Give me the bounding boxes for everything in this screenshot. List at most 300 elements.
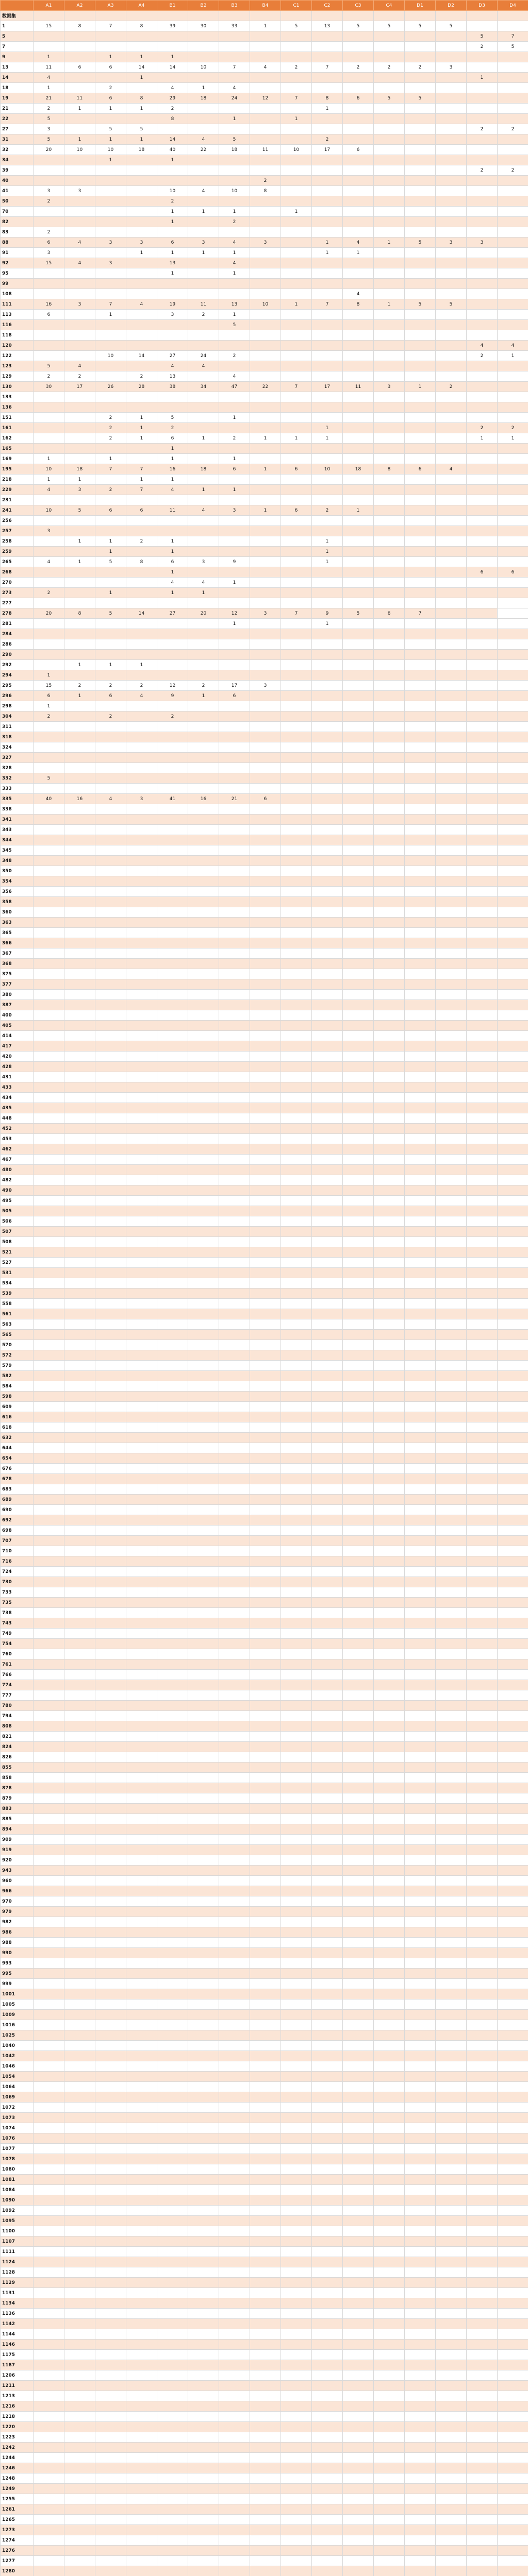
table-cell [312, 2185, 343, 2195]
table-cell [188, 1804, 219, 1814]
table-cell: 6 [95, 62, 126, 73]
table-cell [34, 176, 64, 186]
table-cell [34, 1443, 64, 1453]
row-label: 1076 [1, 2133, 34, 2144]
table-cell [281, 1505, 312, 1515]
table-row [1, 1999, 528, 2010]
table-cell [250, 670, 281, 681]
table-cell [281, 444, 312, 454]
table-cell [126, 1155, 157, 1165]
table-row [1, 1175, 528, 1185]
table-cell [498, 650, 528, 660]
table-cell [467, 196, 498, 207]
table-cell [467, 1361, 498, 1371]
table-cell [498, 1567, 528, 1577]
table-cell [126, 1773, 157, 1783]
table-cell [498, 2309, 528, 2319]
table-cell: 2 [157, 423, 188, 433]
table-cell: 5 [34, 114, 64, 124]
table-cell [250, 2309, 281, 2319]
table-row [1, 433, 528, 444]
table-cell [374, 1082, 405, 1093]
table-cell [312, 2072, 343, 2082]
table-cell [250, 629, 281, 639]
table-cell [95, 1021, 126, 1031]
table-cell [34, 578, 64, 588]
row-label: 1134 [1, 2298, 34, 2309]
table-cell [250, 1309, 281, 1319]
table-cell [34, 1711, 64, 1721]
table-cell [64, 1227, 95, 1237]
table-cell [436, 2123, 467, 2133]
table-cell [188, 918, 219, 928]
table-cell [467, 52, 498, 62]
table-cell [126, 979, 157, 990]
table-cell [219, 990, 250, 1000]
table-cell [405, 1309, 436, 1319]
table-cell [250, 2072, 281, 2082]
table-cell [157, 2525, 188, 2535]
row-label: 531 [1, 1268, 34, 1278]
table-row [1, 876, 528, 887]
table-cell: 5 [467, 31, 498, 42]
table-cell [64, 1773, 95, 1783]
table-cell [34, 1093, 64, 1103]
table-cell [467, 1216, 498, 1227]
table-cell: 1 [312, 248, 343, 258]
table-cell [126, 1464, 157, 1474]
table-cell [219, 2391, 250, 2401]
table-cell [95, 1804, 126, 1814]
table-cell: 13 [157, 371, 188, 382]
row-label: 32 [1, 145, 34, 155]
table-cell [467, 1979, 498, 1989]
table-cell [34, 2164, 64, 2175]
table-cell [250, 1618, 281, 1629]
table-cell [95, 1155, 126, 1165]
table-cell [219, 2072, 250, 2082]
table-row [1, 1855, 528, 1866]
table-cell [34, 2546, 64, 2556]
table-cell [374, 1031, 405, 1041]
table-cell [405, 1319, 436, 1330]
table-cell [281, 948, 312, 959]
table-cell [467, 742, 498, 753]
table-cell [34, 742, 64, 753]
table-cell [157, 176, 188, 186]
table-cell [34, 948, 64, 959]
table-cell [467, 1258, 498, 1268]
table-cell [64, 979, 95, 990]
table-cell [219, 1958, 250, 1969]
table-cell: 2 [436, 382, 467, 392]
table-cell [281, 2072, 312, 2082]
table-cell [312, 1258, 343, 1268]
table-cell: 1 [157, 536, 188, 547]
table-row [1, 691, 528, 701]
table-cell [312, 1474, 343, 1484]
table-row [1, 1093, 528, 1103]
table-cell [250, 948, 281, 959]
table-cell [219, 2123, 250, 2133]
table-cell [467, 1402, 498, 1412]
table-cell [126, 1752, 157, 1762]
table-cell [343, 196, 374, 207]
table-cell [219, 2350, 250, 2360]
table-cell [34, 2370, 64, 2381]
table-cell [34, 784, 64, 794]
table-row [1, 907, 528, 918]
table-cell: 5 [95, 557, 126, 567]
table-cell [157, 2422, 188, 2432]
table-cell [64, 526, 95, 536]
table-cell [374, 938, 405, 948]
table-cell [343, 1773, 374, 1783]
table-cell [343, 691, 374, 701]
table-cell [64, 1474, 95, 1484]
table-cell: 3 [188, 557, 219, 567]
table-cell: 3 [188, 238, 219, 248]
table-cell [34, 1927, 64, 1938]
table-cell [219, 155, 250, 165]
table-cell: 3 [374, 382, 405, 392]
table-cell [188, 1031, 219, 1041]
table-cell [219, 1969, 250, 1979]
table-cell [436, 639, 467, 650]
table-row [1, 279, 528, 289]
table-row [1, 2319, 528, 2329]
row-label: 733 [1, 1587, 34, 1598]
table-cell [64, 1247, 95, 1258]
table-cell [467, 93, 498, 104]
table-cell [374, 485, 405, 495]
table-cell [188, 1340, 219, 1350]
table-row [1, 711, 528, 722]
table-cell [498, 196, 528, 207]
table-cell [436, 371, 467, 382]
table-cell [188, 1433, 219, 1443]
table-cell [498, 2226, 528, 2236]
table-cell [64, 2041, 95, 2051]
table-cell [312, 227, 343, 238]
table-cell [436, 1144, 467, 1155]
row-label: 99 [1, 279, 34, 289]
table-cell [405, 959, 436, 969]
table-row [1, 2432, 528, 2443]
table-cell [467, 1835, 498, 1845]
table-cell [188, 2185, 219, 2195]
table-cell [498, 701, 528, 711]
table-cell [34, 1464, 64, 1474]
table-cell [343, 1793, 374, 1804]
table-cell [343, 722, 374, 732]
table-cell [498, 1536, 528, 1546]
table-cell [95, 763, 126, 773]
table-cell [312, 1010, 343, 1021]
table-cell [250, 196, 281, 207]
table-cell [250, 2288, 281, 2298]
table-cell: 40 [34, 794, 64, 804]
table-cell [219, 2556, 250, 2566]
table-cell [250, 217, 281, 227]
table-cell [343, 2226, 374, 2236]
table-cell [467, 1824, 498, 1835]
table-cell [34, 2473, 64, 2484]
table-cell: 1 [188, 248, 219, 258]
table-cell [374, 279, 405, 289]
table-cell: 1 [219, 619, 250, 629]
table-cell [436, 83, 467, 93]
table-cell [343, 2350, 374, 2360]
table-cell [95, 969, 126, 979]
table-cell [467, 2206, 498, 2216]
table-cell [498, 948, 528, 959]
table-cell [436, 227, 467, 238]
table-cell [64, 1690, 95, 1701]
table-cell [498, 186, 528, 196]
table-cell [64, 1639, 95, 1649]
table-cell [405, 1505, 436, 1515]
table-cell: 17 [312, 382, 343, 392]
table-cell [374, 1165, 405, 1175]
table-row [1, 588, 528, 598]
table-cell [467, 1299, 498, 1309]
table-cell [405, 1227, 436, 1237]
table-cell [405, 495, 436, 505]
table-cell [467, 248, 498, 258]
table-cell [219, 1371, 250, 1381]
table-cell [64, 1155, 95, 1165]
table-cell [405, 1752, 436, 1762]
table-cell [436, 2154, 467, 2164]
table-cell [374, 124, 405, 134]
table-cell: 4 [34, 557, 64, 567]
table-cell: 15 [34, 258, 64, 268]
table-cell: 1 [219, 485, 250, 495]
table-cell [126, 1732, 157, 1742]
table-cell: 1 [64, 691, 95, 701]
table-cell [467, 2226, 498, 2236]
table-cell [343, 2278, 374, 2288]
table-cell [157, 31, 188, 42]
table-row [1, 2175, 528, 2185]
table-cell [498, 753, 528, 763]
row-label: 539 [1, 1289, 34, 1299]
table-cell [374, 547, 405, 557]
table-cell [250, 1917, 281, 1927]
table-cell [467, 2113, 498, 2123]
table-cell [467, 2020, 498, 2030]
table-cell [188, 1783, 219, 1793]
table-cell [64, 1082, 95, 1093]
table-cell [436, 1155, 467, 1165]
table-cell [467, 1185, 498, 1196]
row-label: 482 [1, 1175, 34, 1185]
table-cell [405, 1165, 436, 1175]
table-cell: 6 [95, 691, 126, 701]
table-cell [374, 104, 405, 114]
table-row [1, 1227, 528, 1237]
table-cell [95, 114, 126, 124]
table-cell: 9 [312, 608, 343, 619]
table-cell: 1 [64, 104, 95, 114]
column-header-b2: B2 [188, 1, 219, 11]
table-cell [405, 2020, 436, 2030]
table-cell [157, 1144, 188, 1155]
row-label: 1074 [1, 2123, 34, 2133]
table-row [1, 722, 528, 732]
table-cell [467, 2360, 498, 2370]
table-cell [219, 1824, 250, 1835]
table-cell [95, 402, 126, 413]
table-cell [374, 310, 405, 320]
table-cell [436, 320, 467, 330]
table-cell: 8 [126, 93, 157, 104]
table-cell [281, 1402, 312, 1412]
table-cell: 3 [126, 238, 157, 248]
table-cell: 2 [250, 176, 281, 186]
table-cell: 1 [95, 155, 126, 165]
table-cell [126, 1392, 157, 1402]
table-cell [34, 815, 64, 825]
table-cell [219, 1453, 250, 1464]
table-cell [312, 402, 343, 413]
table-cell [188, 670, 219, 681]
table-cell [405, 1958, 436, 1969]
table-cell [157, 1206, 188, 1216]
table-cell [281, 2473, 312, 2484]
table-cell [64, 320, 95, 330]
table-cell [157, 969, 188, 979]
table-cell [498, 2443, 528, 2453]
table-cell [64, 2103, 95, 2113]
table-cell [95, 1598, 126, 1608]
row-label: 1064 [1, 2082, 34, 2092]
table-cell: 4 [157, 361, 188, 371]
table-cell [34, 1474, 64, 1484]
row-label: 563 [1, 1319, 34, 1330]
table-cell [467, 1433, 498, 1443]
table-cell [250, 825, 281, 835]
table-cell [436, 1948, 467, 1958]
table-cell [436, 1917, 467, 1927]
table-row [1, 2278, 528, 2288]
table-cell [95, 2350, 126, 2360]
table-row [1, 1381, 528, 1392]
table-cell [343, 1587, 374, 1598]
table-cell [219, 773, 250, 784]
table-cell [498, 2546, 528, 2556]
table-cell [343, 2360, 374, 2370]
table-cell [312, 1185, 343, 1196]
table-cell [343, 681, 374, 691]
table-cell [126, 1948, 157, 1958]
table-cell [95, 1649, 126, 1659]
table-cell [188, 1793, 219, 1804]
table-cell: 3 [250, 238, 281, 248]
table-cell [312, 1247, 343, 1258]
table-cell [64, 959, 95, 969]
table-cell [374, 732, 405, 742]
table-cell [312, 1072, 343, 1082]
table-cell [281, 485, 312, 495]
table-cell [467, 454, 498, 464]
table-cell [467, 2309, 498, 2319]
row-label: 431 [1, 1072, 34, 1082]
table-cell [374, 2350, 405, 2360]
table-cell [374, 1762, 405, 1773]
table-cell [281, 341, 312, 351]
table-cell [157, 2535, 188, 2546]
table-cell [157, 2030, 188, 2041]
row-label: 1246 [1, 2463, 34, 2473]
table-cell [250, 402, 281, 413]
table-row [1, 42, 528, 52]
table-cell [312, 2082, 343, 2092]
table-cell [374, 1598, 405, 1608]
table-cell [219, 1206, 250, 1216]
table-row [1, 1237, 528, 1247]
table-cell [188, 2566, 219, 2576]
table-cell [405, 660, 436, 670]
table-cell [250, 1330, 281, 1340]
table-cell: 2 [34, 227, 64, 238]
table-cell [281, 1474, 312, 1484]
table-cell [281, 1927, 312, 1938]
table-cell [312, 1567, 343, 1577]
table-cell [95, 2236, 126, 2247]
table-cell [281, 907, 312, 918]
table-cell [188, 42, 219, 52]
table-cell [343, 217, 374, 227]
table-row [1, 1536, 528, 1546]
table-cell [343, 1896, 374, 1907]
table-cell [374, 402, 405, 413]
table-cell [343, 979, 374, 990]
table-cell [34, 2154, 64, 2164]
table-cell [281, 670, 312, 681]
table-cell [34, 2092, 64, 2103]
table-cell [436, 341, 467, 351]
table-cell [250, 1072, 281, 1082]
table-cell [343, 1577, 374, 1587]
table-cell [281, 1052, 312, 1062]
table-cell [281, 1721, 312, 1732]
table-cell [95, 639, 126, 650]
table-cell [405, 856, 436, 866]
table-cell [157, 11, 188, 21]
table-cell [64, 1299, 95, 1309]
table-cell [405, 279, 436, 289]
table-cell [219, 1659, 250, 1670]
table-cell [34, 567, 64, 578]
table-cell [219, 907, 250, 918]
table-cell [312, 1917, 343, 1927]
table-cell [64, 423, 95, 433]
table-cell [64, 1505, 95, 1515]
table-cell [374, 1742, 405, 1752]
table-cell [498, 1402, 528, 1412]
table-cell [343, 2463, 374, 2473]
table-cell [95, 1556, 126, 1567]
table-cell [498, 1752, 528, 1762]
table-cell [188, 1484, 219, 1495]
table-cell [374, 1350, 405, 1361]
table-row [1, 1196, 528, 1206]
table-cell: 1 [188, 485, 219, 495]
table-cell [95, 2391, 126, 2401]
table-cell [498, 145, 528, 155]
